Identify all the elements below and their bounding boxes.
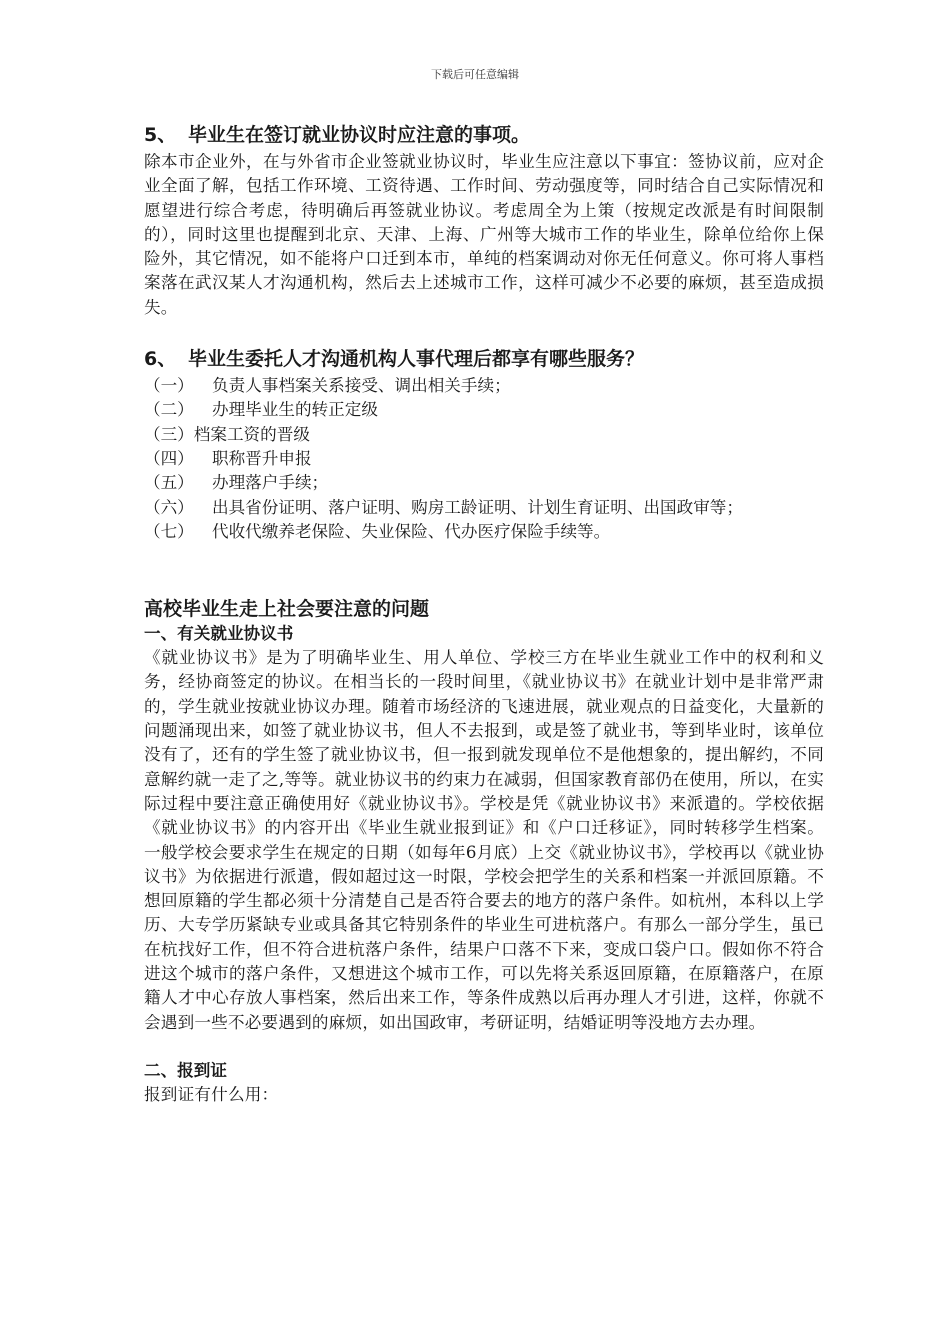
list-item — [144, 374, 824, 398]
section-5-number: 5、 — [144, 124, 177, 146]
section-6-heading — [144, 344, 824, 374]
list-item — [144, 447, 824, 471]
section-6-title: 毕业生委托人才沟通机构人事代理后都享有哪些服务？ — [188, 348, 645, 371]
list-text: 负责人事档案关系接受、调出相关手续； — [212, 376, 511, 396]
section-5-title: 毕业生在签订就业协议时应注意的事项。 — [188, 124, 531, 146]
list-text: 办理毕业生的转正定级 — [212, 400, 378, 420]
list-marker: （四） — [144, 448, 194, 468]
list-item — [144, 423, 824, 447]
section-6-number: 6、 — [144, 348, 177, 371]
part-1-body: 《就业协议书》是为了明确毕业生、用人单位、学校三方在毕业生就业工作中的权利和义务，经协商签定的协议。在相当长的一段时间里，《就业协议书》在就业计划中是非常严肃的，学生就业按就业协议办理。随着市场经济的飞速进展，就业观点的日益变化，大量新的问题涌现出来，如签了就业协议书，但人不去报到，或是签了就业书，等到毕业时，该单位没有了，还有的学生签了就业协议书，但一报到就发现单位不是他想象的，提出解约，不同意解约就一走了之,等等。就业协议书的约束力在减弱，但国家教育部仍在使用，所以，在实际过程中要注意正确使用好《就业协议书》。学校是凭《就业协议书》来派遣的。学校依据《就业协议书》的内容开出《毕业生就业报到证》和《户口迁移证》，同时转移学生档案。一般学校会要求学生在规定的日期（如每年6月底）上交《就业协议书》，学校再以《就业协议书》为依据进行派遣，假如超过这一时限，学校会把学生的关系和档案一并派回原籍。不想回原籍的学生都必须十分清楚自己是否符合要去的地方的落户条件。如杭州，本科以上学历、大专学历紧缺专业或具备其它特别条件的毕业生可进杭落户。有那么一部分学生，虽已在杭找好工作，但不符合进杭落户条件，结果户口落不下来，变成口袋户口。假如你不符合进这个城市的落户条件，又想进这个城市工作，可以先将关系返回原籍，在原籍落户，在原籍人才中心存放人事档案，然后出来工作，等条件成熟以后再办理人才引进，这样，你就不会遇到一些不必要遇到的麻烦，如出国政审，考研证明，结婚证明等没地方去办理。 — [144, 648, 824, 1032]
list-text: 出具省份证明、落户证明、购房工龄证明、计划生育证明、出国政审等； — [212, 497, 743, 517]
services-list — [144, 374, 824, 544]
main-section — [144, 596, 824, 1107]
list-marker: （二） — [144, 400, 194, 420]
section-5 — [144, 120, 824, 320]
list-marker: （七） — [144, 521, 194, 541]
section-5-heading — [144, 120, 824, 150]
part-2-body: 报到证有什么用： — [144, 1084, 279, 1104]
list-marker: （一） — [144, 376, 194, 396]
list-item — [144, 520, 824, 544]
part-2-title: 二、报到证 — [144, 1060, 227, 1080]
list-text: 办理落户手续； — [212, 473, 329, 493]
list-marker: （六） — [144, 497, 194, 517]
section-5-body: 除本市企业外，在与外省市企业签就业协议时，毕业生应注意以下事宜：签协议前，应对企业全面了解，包括工作环境、工资待遇、工作时间、劳动强度等，同时结合自己实际情况和愿望进行综合考虑，待明确后再签就业协议。考虑周全为上策（按规定改派是有时间限制的），同时这里也提醒到北京、天津、上海、广州等大城市工作的毕业生，除单位给你上保险外，其它情况，如不能将户口迁到本市，单纯的档案调动对你无任何意义。你可将人事档案落在武汉某人才沟通机构，然后去上述城市工作，这样可减少不必要的麻烦，甚至造成损失。 — [144, 152, 824, 317]
list-text: 职称晋升申报 — [212, 448, 312, 468]
list-marker: （五） — [144, 473, 194, 493]
list-item — [144, 471, 824, 495]
part-1-title: 一、有关就业协议书 — [144, 624, 294, 644]
list-item — [144, 496, 824, 520]
document-body — [144, 120, 824, 1107]
main-title: 高校毕业生走上社会要注意的问题 — [144, 598, 430, 621]
list-marker: （三） — [144, 424, 194, 444]
section-6 — [144, 344, 824, 544]
page-header: 下载后可任意编辑 — [431, 68, 519, 81]
list-item — [144, 398, 824, 422]
list-text: 代收代缴养老保险、失业保险、代办医疗保险手续等。 — [212, 521, 611, 541]
list-text: 档案工资的晋级 — [193, 424, 310, 444]
